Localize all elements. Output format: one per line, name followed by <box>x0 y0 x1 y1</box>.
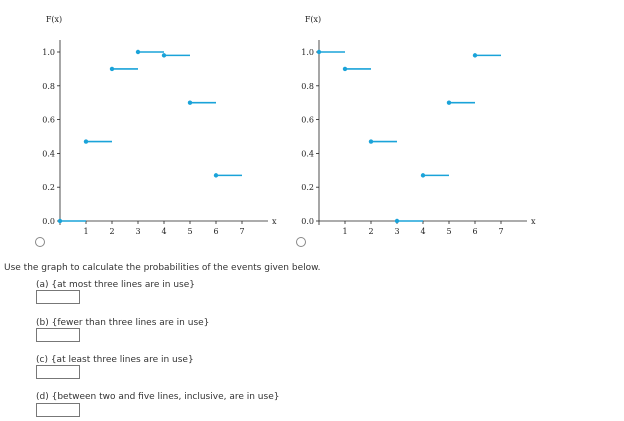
x-tick-label: 4 <box>161 227 167 236</box>
step-point <box>58 219 62 223</box>
step-point <box>447 101 451 105</box>
step-point <box>188 101 192 105</box>
question-a-label: (a) {at most three lines are in use} <box>36 280 195 290</box>
y-tick-label: 0.0 <box>301 217 314 226</box>
answer-c-input[interactable] <box>36 365 80 379</box>
x-tick-label: 7 <box>498 227 504 236</box>
y-tick-label: 0.6 <box>301 115 314 125</box>
x-axis-label: x <box>272 217 277 226</box>
graph-option-a <box>0 0 300 250</box>
y-tick-label: 0.0 <box>42 217 55 226</box>
step-point <box>395 219 399 223</box>
step-point <box>136 50 140 54</box>
x-tick-label: 7 <box>239 227 245 236</box>
answer-d-input[interactable] <box>36 403 80 417</box>
x-tick-label: 4 <box>420 227 426 236</box>
cdf-chart-b <box>300 0 624 250</box>
y-tick-label: 1.0 <box>42 48 55 57</box>
question-c-label: (c) {at least three lines are in use} <box>36 355 194 365</box>
x-tick-label: 5 <box>187 227 193 236</box>
question-d-label: (d) {between two and five lines, inclusive, are in use} <box>36 392 280 402</box>
y-tick-label: 1.0 <box>301 48 314 57</box>
question-b-label: (b) {fewer than three lines are in use} <box>36 318 210 328</box>
y-axis-label: F(x) <box>45 15 63 24</box>
radio-option-b[interactable] <box>296 237 306 247</box>
answer-a-input[interactable] <box>36 290 80 304</box>
step-point <box>317 50 321 54</box>
x-axis-label: x <box>531 217 536 226</box>
x-tick-label: 2 <box>109 227 115 236</box>
y-tick-label: 0.8 <box>42 81 55 91</box>
step-point <box>162 53 166 57</box>
x-tick-label: 5 <box>446 227 452 236</box>
y-axis-label: F(x) <box>304 15 322 24</box>
step-point <box>473 53 477 57</box>
x-tick-label: 1 <box>342 227 348 236</box>
step-point <box>214 173 218 177</box>
instructions-text: Use the graph to calculate the probabilities of the events given below. <box>4 263 321 273</box>
y-tick-label: 0.6 <box>42 115 55 125</box>
x-tick-label: 3 <box>394 227 400 236</box>
answer-b-input[interactable] <box>36 328 80 342</box>
step-point <box>84 139 88 143</box>
y-tick-label: 0.2 <box>42 183 55 193</box>
step-point <box>369 139 373 143</box>
y-tick-label: 0.4 <box>301 149 314 159</box>
y-tick-label: 0.8 <box>301 81 314 91</box>
cdf-chart-a <box>0 0 300 250</box>
x-tick-label: 6 <box>472 227 478 236</box>
y-tick-label: 0.4 <box>42 149 55 159</box>
x-tick-label: 3 <box>135 227 141 236</box>
radio-option-a[interactable] <box>35 237 45 247</box>
x-tick-label: 6 <box>213 227 219 236</box>
x-tick-label: 1 <box>83 227 89 236</box>
graph-option-b <box>300 0 624 250</box>
step-point <box>343 67 347 71</box>
step-point <box>421 173 425 177</box>
y-tick-label: 0.2 <box>301 183 314 193</box>
step-point <box>110 67 114 71</box>
x-tick-label: 2 <box>368 227 374 236</box>
